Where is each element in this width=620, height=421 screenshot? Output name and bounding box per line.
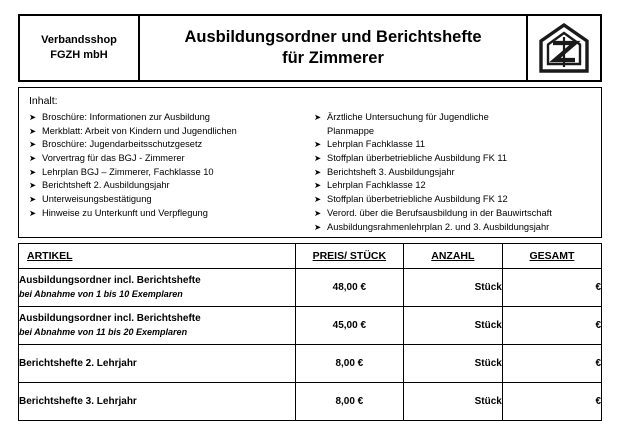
cell-quantity[interactable]: Stück (403, 345, 502, 383)
fgzh-house-logo-icon (539, 23, 589, 73)
arrow-bullet-icon: ➤ (314, 194, 322, 205)
list-item-label: Broschüre: Jugendarbeitsschutzgesetz (42, 139, 203, 150)
article-subtitle: bei Abnahme von 1 bis 10 Exemplaren (19, 289, 183, 299)
list-item (314, 221, 593, 234)
list-item-label: Unterweisungsbestätigung (42, 194, 152, 205)
list-item-label: Hinweise zu Unterkunft und Verpflegung (42, 207, 208, 218)
arrow-bullet-icon: ➤ (29, 166, 37, 177)
contents-box (18, 87, 602, 238)
list-item-label: Berichtsheft 3. Ausbildungsjahr (327, 166, 455, 177)
list-item-label: Ärztliche Untersuchung für Jugendliche (327, 112, 489, 122)
document-header (18, 14, 602, 82)
list-item (29, 193, 308, 206)
arrow-bullet-icon: ➤ (29, 207, 37, 218)
column-header-price: PREIS/ STÜCK (295, 244, 403, 269)
column-header-quantity: ANZAHL (403, 244, 502, 269)
article-title: Berichtshefte 2. Lehrjahr (19, 358, 137, 369)
company-line-2: FGZH mbH (50, 49, 108, 61)
arrow-bullet-icon: ➤ (314, 180, 322, 191)
list-item (29, 179, 308, 192)
cell-quantity[interactable]: Stück (403, 307, 502, 345)
list-item (314, 125, 593, 138)
cell-article (19, 307, 296, 345)
list-item (29, 138, 308, 151)
cell-total[interactable]: € (502, 383, 601, 421)
list-item (29, 125, 308, 138)
cell-price: 48,00 € (295, 269, 403, 307)
order-table (18, 243, 602, 421)
list-item-label: Stoffplan überbetriebliche Ausbildung FK 12 (327, 194, 508, 205)
list-item-label: Broschüre: Informationen zur Ausbildung (42, 112, 210, 122)
arrow-bullet-icon: ➤ (29, 125, 37, 136)
title-block (140, 16, 526, 80)
list-item-label: Lehrplan BGJ – Zimmerer, Fachklasse 10 (42, 166, 214, 177)
list-item-label: Planmappe (327, 125, 375, 136)
article-subtitle: bei Abnahme von 11 bis 20 Exemplaren (19, 327, 188, 337)
cell-price: 45,00 € (295, 307, 403, 345)
list-item (314, 111, 593, 124)
cell-price: 8,00 € (295, 345, 403, 383)
cell-total[interactable]: € (502, 345, 601, 383)
list-item (29, 166, 308, 179)
contents-column-right (314, 111, 593, 234)
page-title-line-2: für Zimmerer (282, 49, 384, 67)
list-item-label: Lehrplan Fachklasse 12 (327, 180, 426, 191)
list-item-label: Lehrplan Fachklasse 11 (327, 139, 426, 150)
cell-quantity[interactable]: Stück (403, 383, 502, 421)
arrow-bullet-icon: ➤ (314, 112, 322, 122)
cell-article (19, 345, 296, 383)
arrow-bullet-icon: ➤ (314, 166, 322, 177)
table-header-row (19, 244, 602, 269)
article-title: Ausbildungsordner incl. Berichtshefte (19, 313, 201, 324)
arrow-bullet-icon: ➤ (29, 153, 37, 164)
list-item (314, 193, 593, 206)
list-item-label: Ausbildungsrahmenlehrplan 2. und 3. Ausbildungsjahr (327, 221, 550, 232)
column-header-article: ARTIKEL (19, 244, 296, 269)
article-title: Berichtshefte 3. Lehrjahr (19, 396, 137, 407)
table-row (19, 307, 602, 345)
company-line-1: Verbandsshop (41, 34, 117, 46)
list-item (314, 138, 593, 151)
list-item-label: Merkblatt: Arbeit von Kindern und Jugendlichen (42, 125, 237, 136)
table-row (19, 269, 602, 307)
list-item (29, 207, 308, 220)
cell-price: 8,00 € (295, 383, 403, 421)
list-item-label: Vorvertrag für das BGJ - Zimmerer (42, 153, 185, 164)
arrow-bullet-icon: ➤ (29, 112, 37, 122)
list-item (314, 207, 593, 220)
contents-label: Inhalt: (29, 95, 58, 107)
list-item (29, 152, 308, 165)
arrow-bullet-icon: ➤ (29, 194, 37, 205)
column-header-total: GESAMT (502, 244, 601, 269)
arrow-bullet-icon: ➤ (314, 207, 322, 218)
contents-column-left (29, 111, 308, 234)
logo-container (526, 16, 600, 80)
arrow-bullet-icon: ➤ (314, 153, 322, 164)
list-item (29, 111, 308, 124)
article-title: Ausbildungsordner incl. Berichtshefte (19, 275, 201, 286)
list-item (314, 179, 593, 192)
arrow-bullet-icon: ➤ (314, 221, 322, 232)
cell-total[interactable]: € (502, 269, 601, 307)
list-item-label: Berichtsheft 2. Ausbildungsjahr (42, 180, 170, 191)
arrow-bullet-icon: ➤ (29, 139, 37, 150)
arrow-bullet-icon: ➤ (314, 139, 322, 150)
page-title (184, 27, 481, 69)
list-item-label: Verord. über die Berufsausbildung in der Bauwirtschaft (327, 207, 552, 218)
list-item-label: Stoffplan überbetriebliche Ausbildung FK 11 (327, 153, 508, 164)
list-item (314, 166, 593, 179)
arrow-bullet-icon: ➤ (29, 180, 37, 191)
cell-article (19, 269, 296, 307)
cell-total[interactable]: € (502, 307, 601, 345)
page-title-line-1: Ausbildungsordner und Berichtshefte (184, 28, 482, 46)
list-item (314, 152, 593, 165)
company-block (20, 16, 140, 80)
cell-quantity[interactable]: Stück (403, 269, 502, 307)
table-row (19, 345, 602, 383)
